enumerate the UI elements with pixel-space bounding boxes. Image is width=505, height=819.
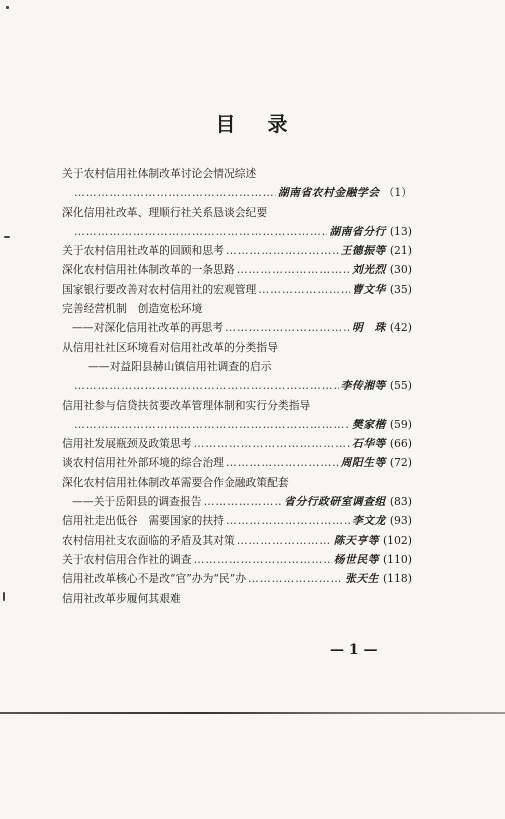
toc-entry-page: (59) <box>389 417 412 431</box>
toc-entry <box>62 492 412 511</box>
toc-entry-title: 从信用社社区环境看对信用社改革的分类指导 <box>62 340 278 354</box>
toc-entry-page: (83) <box>389 495 412 509</box>
page-bottom-rule <box>0 712 505 714</box>
toc-entry <box>62 357 412 376</box>
toc-entry <box>62 511 412 530</box>
toc-entry <box>62 203 412 222</box>
toc-entry <box>62 338 412 357</box>
toc-entry-title: 关于农村信用社改革的回顾和思考 <box>62 244 224 258</box>
dot-leader <box>74 376 339 395</box>
toc-entry <box>62 531 412 550</box>
toc-entry-title: 信用社参与信贷扶贫要改革管理体制和实行分类指导 <box>62 398 311 412</box>
toc-entry-title: ——对益阳县赫山镇信用社调查的启示 <box>88 359 272 373</box>
toc-entry-page: (102) <box>382 533 412 547</box>
toc-entry <box>62 376 412 395</box>
toc-entry <box>62 550 412 569</box>
dot-leader <box>74 415 350 434</box>
toc-entry-title: 谈农村信用社外部环境的综合治理 <box>62 456 224 470</box>
toc-entry-page: (118) <box>382 572 412 586</box>
toc-entry-page: (13) <box>389 224 412 238</box>
toc-entry-page: (93) <box>389 514 412 528</box>
table-of-contents <box>62 164 412 608</box>
toc-entry-title: 关于农村信用合作社的调查 <box>62 552 192 566</box>
toc-entry-author: 李传湘等 <box>340 379 386 393</box>
toc-entry-page: (110) <box>382 552 412 566</box>
toc-entry-title: 信用社改革核心不是改“官”办为“民”办 <box>62 572 247 586</box>
toc-entry-author: 湖南省分行 <box>329 224 386 238</box>
page-title <box>0 108 505 137</box>
toc-entry <box>62 415 412 434</box>
dot-leader <box>226 511 350 530</box>
toc-entry-page: (55) <box>389 379 412 393</box>
toc-entry-page: （1） <box>383 186 412 200</box>
dot-leader <box>248 569 343 588</box>
toc-entry-title: 农村信用社支农面临的矛盾及其对策 <box>62 533 235 547</box>
dot-leader <box>194 434 350 453</box>
toc-entry-author: 刘光烈 <box>351 263 386 277</box>
toc-entry-page: (72) <box>389 456 412 470</box>
toc-entry-title: 关于农村信用社体制改革讨论会情况综述 <box>62 167 257 180</box>
toc-entry-author: 湖南省农村金融学会 <box>277 186 380 200</box>
toc-entry-title: 完善经营机制 创造宽松环境 <box>62 302 203 316</box>
dot-leader <box>237 531 332 550</box>
dot-leader <box>74 222 327 241</box>
toc-entry <box>62 569 412 588</box>
toc-entry <box>62 164 412 183</box>
toc-entry <box>62 222 412 241</box>
toc-entry-author: 省分行政研室调查组 <box>284 495 386 509</box>
toc-entry-author: 曹文华 <box>351 282 386 296</box>
toc-entry-title: ——关于岳阳县的调查报告 <box>72 495 202 509</box>
toc-entry <box>62 299 412 318</box>
toc-entry-author: 李文龙 <box>351 514 386 528</box>
toc-entry-author: 樊家楷 <box>351 417 386 431</box>
title-char-1: 目 <box>215 112 238 136</box>
toc-entry-author: 杨世民等 <box>333 552 379 566</box>
toc-entry-title: 信用社改革步履何其艰难 <box>62 591 181 605</box>
toc-entry-page: (66) <box>389 437 412 451</box>
toc-entry-title: ——对深化信用社改革的再思考 <box>72 321 224 335</box>
dot-leader <box>74 183 276 202</box>
dot-leader <box>237 260 350 279</box>
toc-entry-page: (21) <box>389 244 412 258</box>
toc-entry-author: 明 珠 <box>351 321 386 335</box>
toc-entry-author: 周阳生等 <box>340 456 386 470</box>
scan-speck <box>3 592 5 601</box>
dot-leader <box>258 280 350 299</box>
toc-entry <box>62 260 412 279</box>
toc-entry-title: 信用社发展瓶颈及政策思考 <box>62 437 192 451</box>
page-number: — 1 — <box>330 642 378 658</box>
toc-entry <box>62 318 412 337</box>
toc-entry <box>62 396 412 415</box>
toc-entry-page: (35) <box>389 282 412 296</box>
dot-leader <box>226 453 339 472</box>
toc-entry-page: (30) <box>389 263 412 277</box>
toc-entry-title: 深化信用社改革、理顺行社关系恳谈会纪要 <box>62 205 268 219</box>
toc-entry-page: (42) <box>389 321 412 335</box>
toc-entry <box>62 434 412 453</box>
title-char-2: 录 <box>267 112 290 136</box>
toc-entry <box>62 473 412 492</box>
toc-entry-author: 王德振等 <box>340 244 386 258</box>
toc-entry <box>62 280 412 299</box>
toc-entry-title: 深化农村信用社体制改革需要合作金融政策配套 <box>62 475 289 489</box>
scan-speck <box>6 6 9 9</box>
toc-entry <box>62 183 412 202</box>
toc-entry-title: 国家银行要改善对农村信用社的宏观管理 <box>62 282 257 296</box>
dot-leader <box>226 241 339 260</box>
toc-entry <box>62 453 412 472</box>
toc-entry-author: 石华等 <box>351 437 386 451</box>
toc-entry-title: 深化农村信用社体制改革的一条思路 <box>62 263 235 277</box>
toc-entry <box>62 241 412 260</box>
toc-entry <box>62 589 412 608</box>
dot-leader <box>194 550 332 569</box>
scan-speck <box>4 236 10 238</box>
dot-leader <box>225 318 350 337</box>
toc-entry-author: 陈天亨等 <box>333 533 379 547</box>
toc-entry-title: 信用社走出低谷 需要国家的扶持 <box>62 514 224 528</box>
toc-entry-author: 张天生 <box>345 572 379 586</box>
dot-leader <box>204 492 283 511</box>
